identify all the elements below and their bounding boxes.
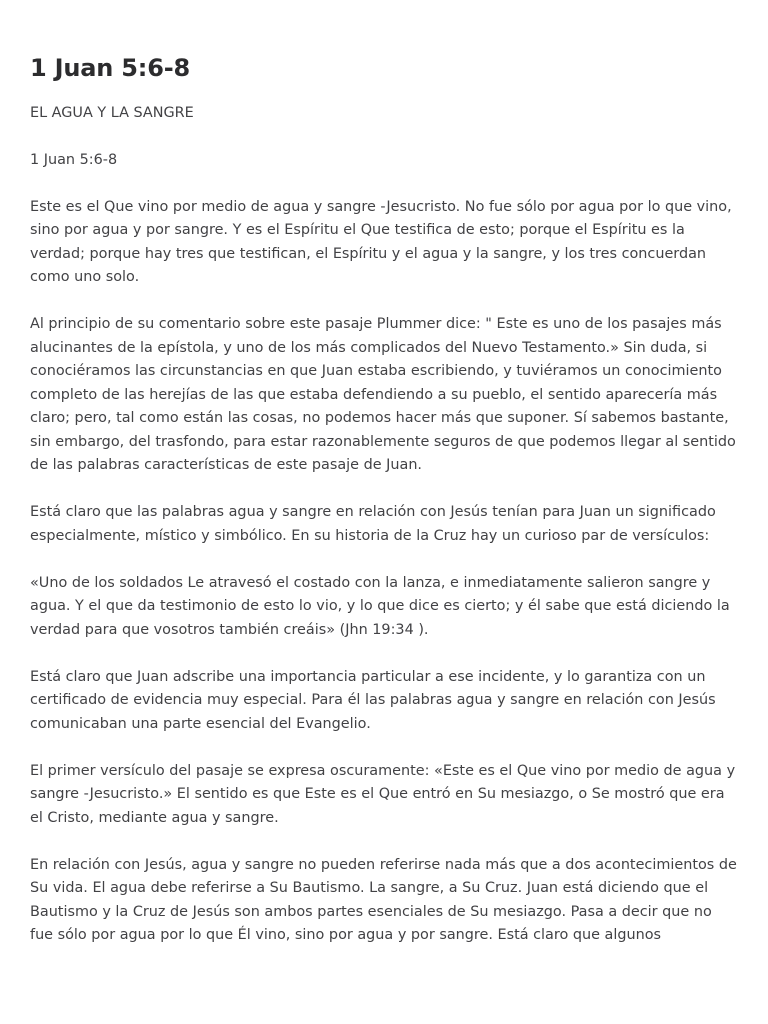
page-title: 1 Juan 5:6-8 xyxy=(30,54,190,82)
paragraph-2: Al principio de su comentario sobre este pasaje Plummer dice: " Este es uno de los pasajes más alucinantes de la epístola, y uno de los más complicados del Nuevo Testamento.» Sin duda, si conociéramos las circunstancias en que Juan estaba escribiendo, y tuviéramos un conocimiento completo de las herejías de las que estaba defendiendo a su pueblo, el sentido aparecería más claro; pero, tal como están las cosas, no podemos hacer más que suponer. Sí sabemos bastante, sin embargo, del trasfondo, para estar razonablemente seguros de que podemos llegar al sentido de las palabras características de este pasaje de Juan. xyxy=(30,316,736,473)
scripture-reference: 1 Juan 5:6-8 xyxy=(30,151,118,168)
paragraph-3: Está claro que las palabras agua y sangre en relación con Jesús tenían para Juan un significado especialmente, místico y simbólico. En su historia de la Cruz hay un curioso par de versículos: xyxy=(30,504,716,544)
paragraph-5: Está claro que Juan adscribe una importancia particular a ese incidente, y lo garantiza con un certificado de evidencia muy especial. Para él las palabras agua y sangre en relación con Jesús comunicaban una parte esencial del Evangelio. xyxy=(30,668,716,732)
paragraph-7: En relación con Jesús, agua y sangre no pueden referirse nada más que a dos acontecimientos de Su vida. El agua debe referirse a Su Bautismo. La sangre, a Su Cruz. Juan está diciendo que el Bautismo y la Cruz de Jesús son ambos partes esenciales de Su mesiazgo. Pasa a decir que no fue sólo por agua por lo que Él vino, sino por agua y por sangre. Está claro que algunos xyxy=(30,856,737,943)
paragraph-4: «Uno de los soldados Le atravesó el costado con la lanza, e inmediatamente salieron sangre y agua. Y el que da testimonio de esto lo vio, y lo que dice es cierto; y él sabe que está diciendo la verdad para que vosotros también creáis» (Jhn 19:34 ). xyxy=(30,574,730,638)
paragraph-6: El primer versículo del pasaje se expresa oscuramente: «Este es el Que vino por medio de agua y sangre -Jesucristo.» El sentido es que Este es el Que entró en Su mesiazgo, o Se mostró que era el Cristo, mediante agua y sangre. xyxy=(30,762,736,826)
paragraph-1: Este es el Que vino por medio de agua y sangre -Jesucristo. No fue sólo por agua por lo que vino, sino por agua y por sangre. Y es el Espíritu el Que testifica de esto; porque el Espíritu es la verdad; porque hay tres que testifican, el Espíritu y el agua y la sangre, y los tres concuerdan como uno solo. xyxy=(30,198,732,285)
section-subtitle: EL AGUA Y LA SANGRE xyxy=(30,105,194,121)
